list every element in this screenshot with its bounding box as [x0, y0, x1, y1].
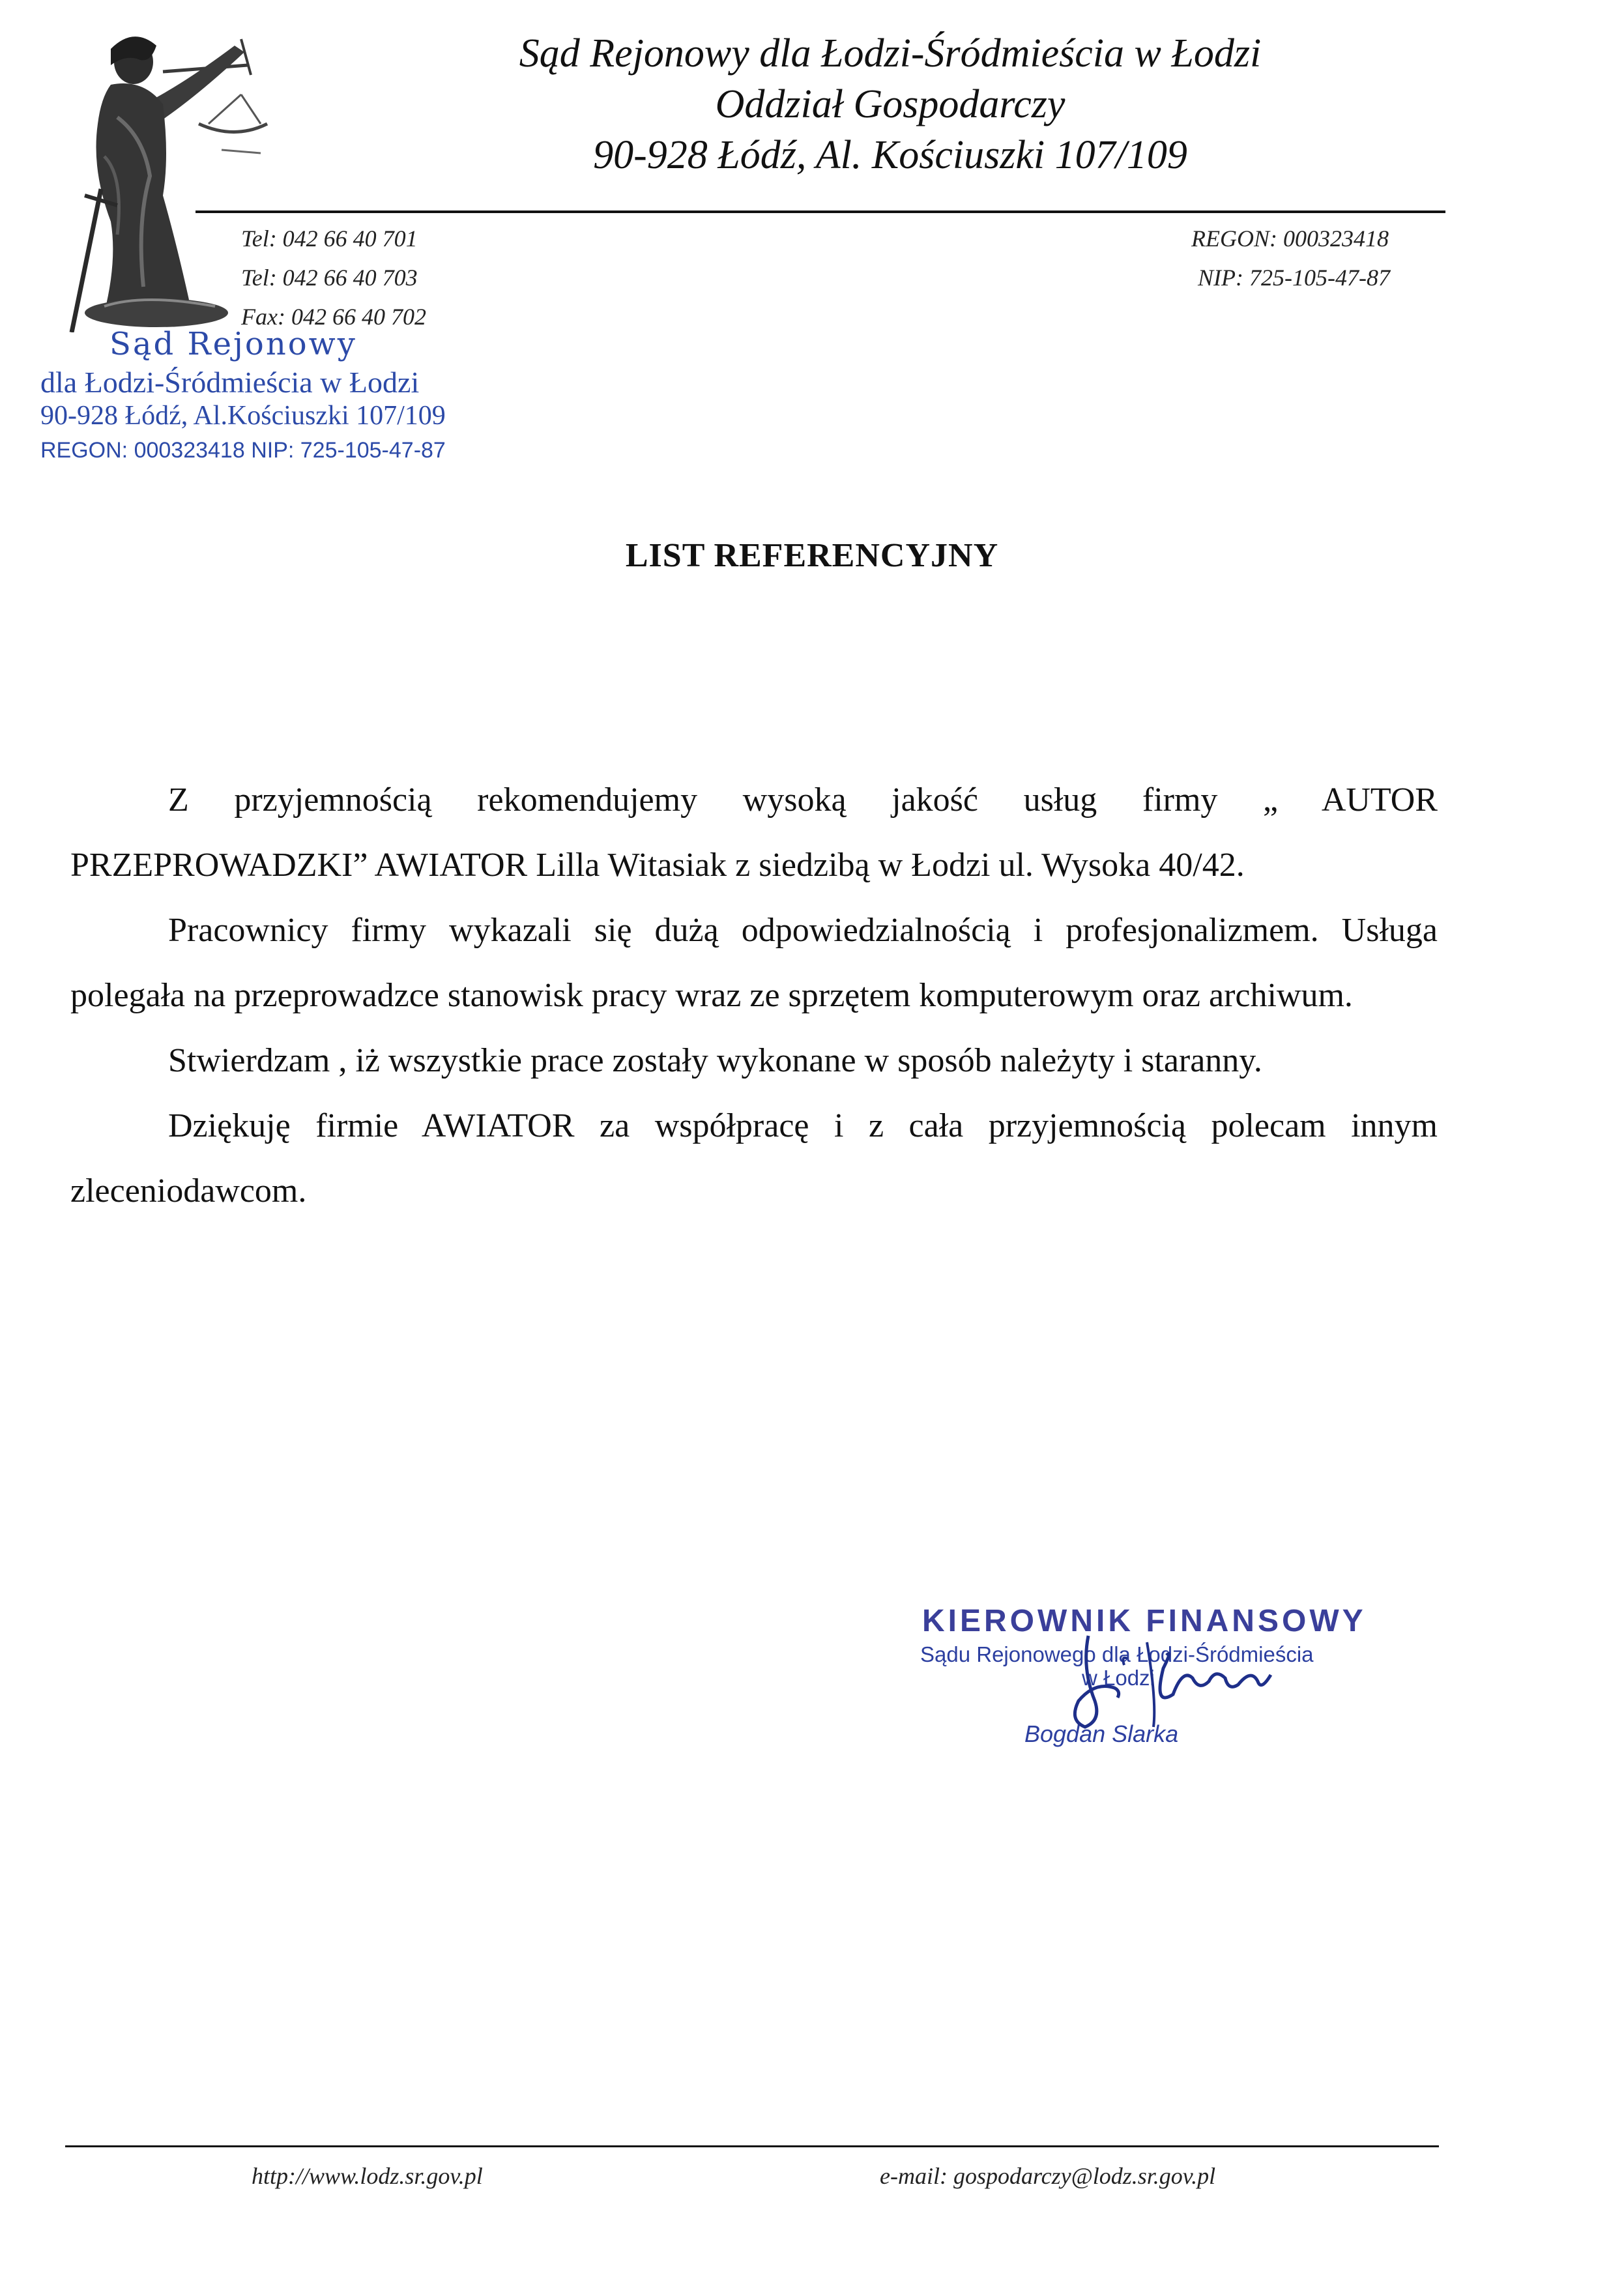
document-title: LIST REFERENCYJNY	[625, 537, 999, 574]
signature-line-2: Sądu Rejonowego dla Łodzi-Śródmieścia	[920, 1642, 1314, 1666]
handwritten-signature-icon	[1043, 1629, 1284, 1733]
nip: NIP: 725-105-47-87	[1198, 265, 1390, 291]
stamp-line-2: dla Łodzi-Śródmieścia w Łodzi	[40, 366, 420, 399]
stamp-line-4: REGON: 000323418 NIP: 725-105-47-87	[40, 438, 446, 463]
header-rule	[196, 210, 1445, 213]
footer-rule	[65, 2145, 1439, 2147]
paragraph-2: Pracownicy firmy wykazali się dużą odpowiedzialnością i profesjonalizmem. Usługa polegała na przeprowadzce stanowisk pracy wraz ze sprzętem komputerowym oraz archiwum.	[70, 912, 1438, 1014]
paragraph-1: Z przyjemnością rekomendujemy wysoką jakość usług firmy „ AUTOR PRZEPROWADZKI” AWIATOR Lilla Witasiak z siedzibą w Łodzi ul. Wysoka 40/42.	[70, 781, 1438, 884]
footer-email: e-mail: gospodarczy@lodz.sr.gov.pl	[880, 2163, 1216, 2189]
paragraph-3: Stwierdzam , iż wszystkie prace zostały wykonane w sposób należyty i staranny.	[168, 1042, 1262, 1079]
department-name: Oddział Gospodarczy	[715, 82, 1066, 126]
tel-1: Tel: 042 66 40 701	[241, 225, 418, 252]
stamp-line-1: Sąd Rejonowy	[109, 326, 357, 362]
fax: Fax: 042 66 40 702	[241, 304, 426, 330]
court-name: Sąd Rejonowy dla Łodzi-Śródmieścia w Łodzi	[519, 31, 1262, 76]
stamp-line-3: 90-928 Łódź, Al.Kościuszki 107/109	[40, 401, 446, 431]
regon: REGON: 000323418	[1191, 225, 1389, 252]
signature-name: Bogdan Slarka	[1024, 1720, 1179, 1747]
tel-2: Tel: 042 66 40 703	[241, 265, 418, 291]
letter-body	[70, 768, 1438, 1224]
footer-website: http://www.lodz.sr.gov.pl	[252, 2163, 483, 2189]
paragraph-4: Dziękuję firmie AWIATOR za współpracę i z cała przyjemnością polecam innym zleceniodawcom.	[70, 1107, 1438, 1210]
signature-line-3: w Łodzi	[1082, 1666, 1155, 1690]
court-address: 90-928 Łódź, Al. Kościuszki 107/109	[593, 133, 1187, 177]
signature-title: KIEROWNIK FINANSOWY	[922, 1604, 1367, 1638]
